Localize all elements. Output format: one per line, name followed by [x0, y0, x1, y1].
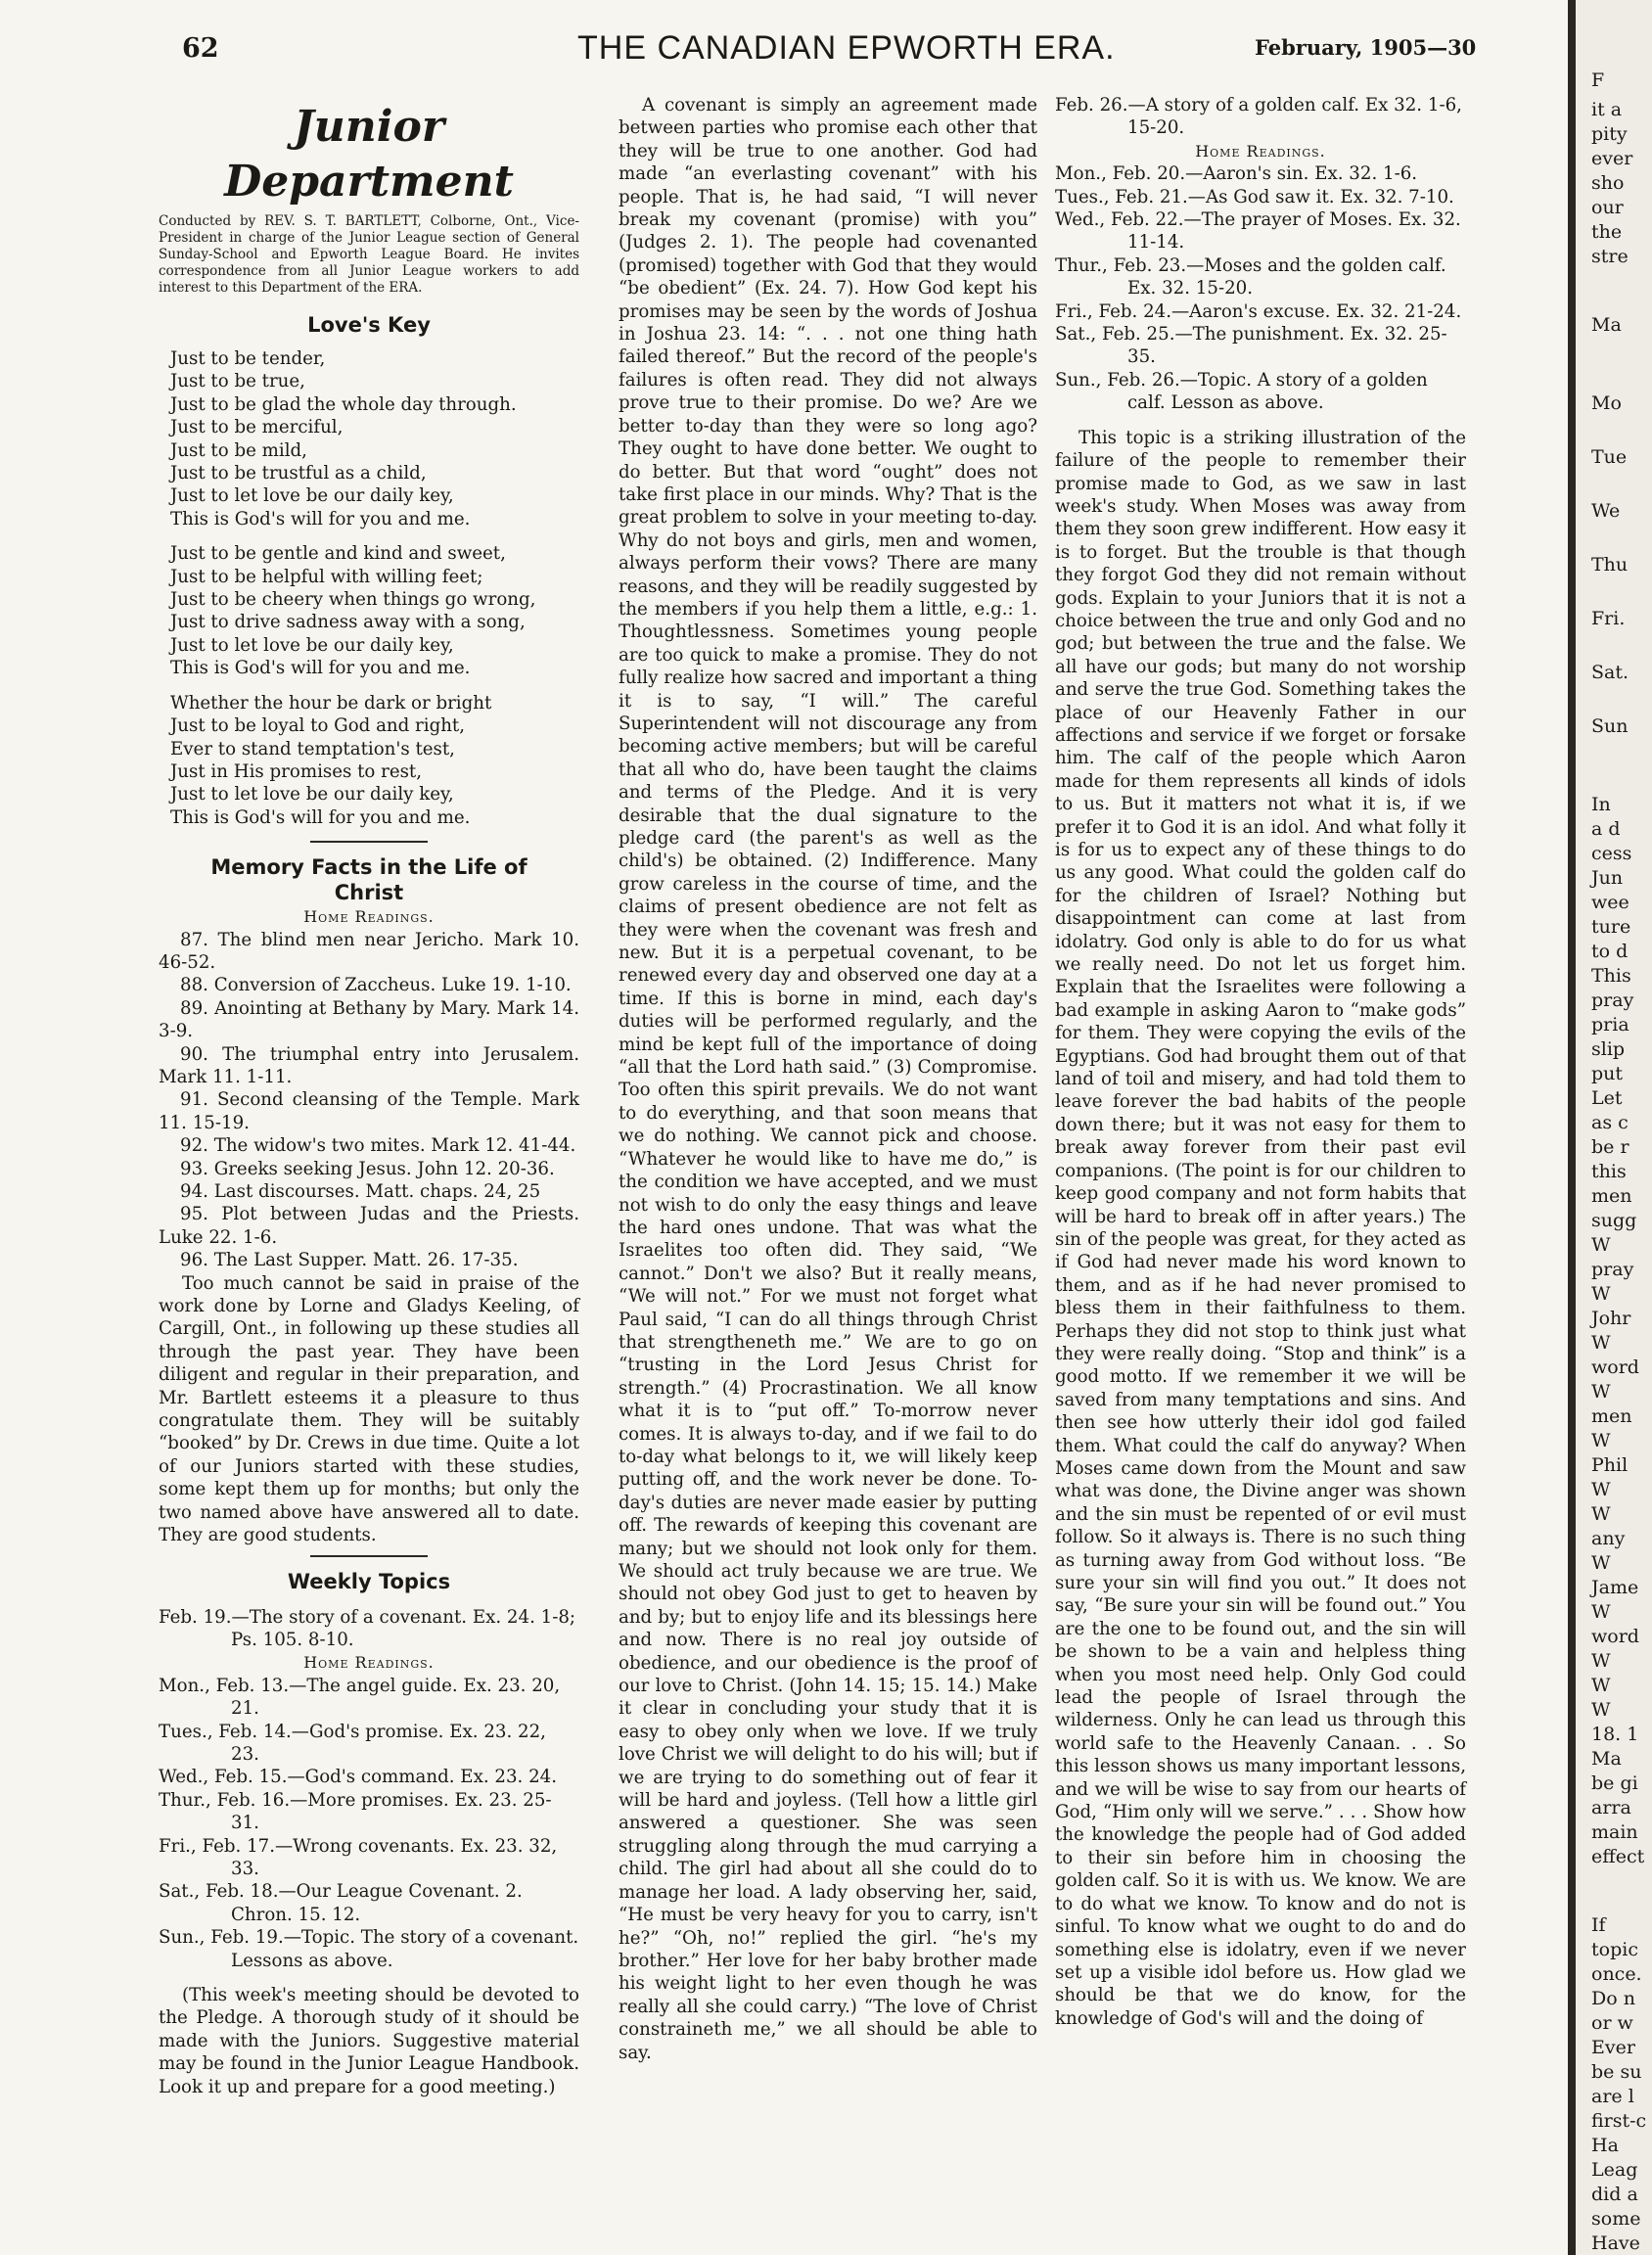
- adjacent-page-fragment: Have: [1591, 2232, 1640, 2254]
- adjacent-page-fragment: pria: [1591, 1014, 1629, 1035]
- adjacent-page-fragment: are l: [1591, 2086, 1634, 2107]
- adjacent-page-fragment: Sun: [1591, 715, 1629, 737]
- poem-line: This is God's will for you and me.: [170, 806, 471, 828]
- list-item: Wed., Feb. 22.—The prayer of Moses. Ex. 32. 11-14.: [1055, 209, 1461, 253]
- column-2: [619, 94, 1037, 2064]
- department-title: Junior Department: [224, 102, 514, 207]
- section-rule: [310, 841, 428, 843]
- adjacent-page-fragment: W: [1591, 1381, 1611, 1403]
- adjacent-page-fragment: W: [1591, 1283, 1611, 1305]
- adjacent-page-fragment: it a: [1591, 99, 1623, 120]
- adjacent-page-fragment: the: [1591, 221, 1623, 243]
- adjacent-page-fragment: Ma: [1591, 314, 1622, 336]
- adjacent-page-fragment: W: [1591, 1430, 1611, 1451]
- weekly-topic-feb-19: Feb. 19.—The story of a covenant. Ex. 24. 1-8; Ps. 105. 8-10.: [159, 1606, 576, 1650]
- adjacent-page-fragment: Johr: [1591, 1308, 1631, 1329]
- weekly-readings-list: [159, 1675, 579, 1972]
- list-item: Sat., Feb. 18.—Our League Covenant. 2. Chron. 15. 12.: [159, 1881, 523, 1925]
- poem-line: Just to be merciful,: [170, 417, 344, 438]
- list-item: Thur., Feb. 23.—Moses and the golden calf. Ex. 32. 15-20.: [1055, 254, 1446, 299]
- column-1: [159, 94, 579, 2098]
- adjacent-page-fragment: W: [1591, 1601, 1611, 1623]
- adjacent-page-fragment: pray: [1591, 989, 1634, 1011]
- memory-facts-title-line1: Memory Facts in the Life of: [210, 855, 528, 880]
- issue-date: February, 1905—30: [1255, 35, 1477, 60]
- adjacent-page-fragment: as c: [1591, 1112, 1629, 1133]
- poem-line: Ever to stand temptation's test,: [170, 738, 455, 759]
- list-item: 92. The widow's two mites. Mark 12. 41-44.: [180, 1135, 576, 1157]
- list-item: 91. Second cleansing of the Temple. Mark 11. 15-19.: [159, 1089, 579, 1133]
- adjacent-page-fragment: be su: [1591, 2061, 1642, 2083]
- adjacent-page-fragment: Do n: [1591, 1988, 1635, 2009]
- poem-line: This is God's will for you and me.: [170, 658, 471, 679]
- adjacent-page-fragment: W: [1591, 1650, 1611, 1672]
- adjacent-page-fragment: effect: [1591, 1846, 1645, 1867]
- adjacent-page-fragment: once.: [1591, 1963, 1642, 1985]
- list-item: Sun., Feb. 19.—Topic. The story of a covenant. Lessons as above.: [159, 1927, 579, 1971]
- adjacent-page-fragment: Ma: [1591, 1748, 1622, 1770]
- list-item: 94. Last discourses. Matt. chaps. 24, 25: [180, 1181, 541, 1202]
- running-head: [0, 29, 1576, 72]
- list-item: Tues., Feb. 14.—God's promise. Ex. 23. 22, 23.: [159, 1721, 546, 1765]
- adjacent-page-fragment: Fri.: [1591, 608, 1626, 629]
- poem-line: Just to be tender,: [170, 348, 326, 369]
- poem-line: Just to be trustful as a child,: [170, 463, 427, 484]
- section-rule: [310, 1555, 428, 1557]
- weekly-topics-title: Weekly Topics: [287, 1569, 451, 1593]
- adjacent-page-fragment: our: [1591, 197, 1624, 218]
- poem-title: Love's Key: [307, 313, 431, 337]
- memory-facts-list: [159, 929, 579, 1272]
- memory-facts-title-line2: Christ: [334, 881, 404, 905]
- poem-line: Just to be true,: [170, 371, 305, 392]
- home-readings-label: Home Readings.: [303, 907, 435, 927]
- list-item: Mon., Feb. 13.—The angel guide. Ex. 23. 20, 21.: [159, 1675, 561, 1720]
- adjacent-page-fragment: stre: [1591, 246, 1629, 267]
- adjacent-page-fragment: word: [1591, 1626, 1639, 1647]
- adjacent-page-fragment: Jun: [1591, 867, 1624, 889]
- adjacent-page-fragment: be r: [1591, 1136, 1629, 1158]
- adjacent-page-fragment: sugg: [1591, 1210, 1637, 1231]
- adjacent-page-fragment: some: [1591, 2208, 1641, 2230]
- adjacent-page-fragment: men: [1591, 1405, 1632, 1427]
- adjacent-page-fragment: In: [1591, 794, 1611, 815]
- adjacent-page-fragment: slip: [1591, 1038, 1626, 1060]
- golden-calf-article: This topic is a striking illustration of the failure of the people to remember their promise made to God, as we saw in last week's study. When Moses was away from them they soon grew indifferent. How easy it is to forget. But the trouble is that though they forgot God they did not remain without gods. Explain to your Juniors that it is not a choice between the true and only God and no god; but between the true and the false. We all have our gods; but many do not worship and serve the true God. Something takes the place of our Heavenly Father in our affections and service if we forget or forsake him. The calf of the people which Aaron made for them represents all kinds of idols to us. But it matters not what it is, if we prefer it to God it is an idol. And what folly it is for us to expect any of these things to do us any good. What could the golden calf do for the children of Israel? Nothing but disappointment can come at last from idolatry. God only is able to do for us what we really need. Do not let us forget him. Explain that the Israelites were following a bad example in asking Aaron to “make gods” for them. They were copying the evils of the Egyptians. God had brought them out of that land of toil and misery, and had told them to leave forever the bad habits of the people down there; but it was not easy for them to break away forever from their past evil companions. (The point is for our children to keep good company and not form habits that will be hard to break off in after years.) The sin of the people was great, for they acted as if God had never made his word known to them, and as if he had never promised to bless them in their faithfulness to them. Perhaps they did not stop to think just what they were really doing. “Stop and think” is a good motto. If we remember it we will be saved from many temptations and sins. And then see how utterly their idol god failed them. What could the calf do anyway? When Moses came down from the Mount and saw what was done, the Divine anger was shown and the sin must be repented of or evil must follow. So it always is. There is no such thing as turning away from God without loss. “Be sure your sin will find you out.” It does not say, “Be sure your sin will be found out.” You are the one to be found out, and the sin will be shown to be a vain and helpless thing when you most need help. Only God could lead the people of Israel through the wilderness. Only he can lead us through this world safe to the Heavenly Canaan. . . So this lesson shows us many important lessons, and we will be wise to say from our hearts of God, “Him only will we serve.” . . . Show how the knowledge the people had of God added to their sin before him in choosing the golden calf. So it is with us. We know. We are to do what we know. To know and do not is sinful. To know what we ought to do and do something else is idolatry, even if we never set up a visible idol before us. How glad we should be that we do know, for the knowledge of God's will and the doing of: [1055, 427, 1466, 2029]
- page-gutter: [1568, 0, 1576, 2255]
- adjacent-page-fragment: main: [1591, 1821, 1638, 1843]
- adjacent-page-fragment: W: [1591, 1234, 1611, 1256]
- list-item: 90. The triumphal entry into Jerusalem. Mark 11. 1-11.: [159, 1043, 579, 1087]
- adjacent-page-fragment: or w: [1591, 2012, 1633, 2034]
- list-item: Sun., Feb. 26.—Topic. A story of a golden calf. Lesson as above.: [1055, 369, 1428, 414]
- adjacent-page-fragment: put: [1591, 1063, 1624, 1084]
- poem-loves-key: [159, 347, 579, 829]
- poem-stanza-2: [170, 542, 579, 679]
- golden-calf-readings-list: [1055, 162, 1466, 414]
- adjacent-page-fragment: Mo: [1591, 392, 1622, 414]
- adjacent-page-fragment: first-c: [1591, 2110, 1647, 2132]
- home-readings-label: Home Readings.: [303, 1653, 435, 1673]
- list-item: 89. Anointing at Bethany by Mary. Mark 14. 3-9.: [159, 997, 579, 1042]
- adjacent-page-fragment: arra: [1591, 1797, 1631, 1818]
- adjacent-page-fragment: ever: [1591, 148, 1633, 169]
- adjacent-page-fragment: We: [1591, 500, 1621, 522]
- poem-line: Just to be mild,: [170, 439, 307, 461]
- keeling-paragraph: Too much cannot be said in praise of the work done by Lorne and Gladys Keeling, of Cargill, Ont., in following up these studies all through the past year. They have been diligent and regular in their preparation, and Mr. Bartlett esteems it a pleasure to thus congratulate them. They will be suitably “booked” by Dr. Crews in due time. Quite a lot of our Juniors started with these studies, some kept them up for months; but only the two named above have answered all to date. They are good students.: [159, 1272, 579, 1546]
- pledge-note: (This week's meeting should be devoted to the Pledge. A thorough study of it should be made with the Juniors. Suggestive material may be found in the Junior League Handbook. Look it up and prepare for a good meeting.): [159, 1985, 579, 2097]
- adjacent-page-fragment: pity: [1591, 123, 1628, 145]
- adjacent-page-fragment: W: [1591, 1332, 1611, 1354]
- adjacent-page-fragment: W: [1591, 1503, 1611, 1525]
- adjacent-page-fragment: W: [1591, 1675, 1611, 1696]
- poem-line: Just to be cheery when things go wrong,: [170, 589, 536, 611]
- adjacent-page-fragment: pray: [1591, 1259, 1634, 1280]
- adjacent-page-fragment: be gi: [1591, 1772, 1638, 1794]
- adjacent-page-fragment: sho: [1591, 172, 1625, 194]
- poem-line: Just to be helpful with willing feet;: [170, 566, 483, 587]
- adjacent-page-fragment: a d: [1591, 818, 1621, 840]
- list-item: 88. Conversion of Zaccheus. Luke 19. 1-10.: [180, 975, 572, 996]
- poem-line: Just to drive sadness away with a song,: [170, 612, 526, 633]
- adjacent-page-fragment: This: [1591, 965, 1631, 987]
- adjacent-page-fragment: topic: [1591, 1939, 1638, 1960]
- adjacent-page-edge: [1576, 0, 1652, 2255]
- adjacent-page-fragment: any: [1591, 1528, 1626, 1549]
- adjacent-page-fragment: If: [1591, 1914, 1606, 1936]
- adjacent-page-fragment: did a: [1591, 2184, 1638, 2205]
- adjacent-page-fragment: Tue: [1591, 446, 1628, 468]
- poem-line: This is God's will for you and me.: [170, 508, 471, 529]
- list-item: Wed., Feb. 15.—God's command. Ex. 23. 24.: [159, 1767, 558, 1788]
- page-number: 62: [182, 33, 219, 64]
- poem-line: Whether the hour be dark or bright: [170, 692, 492, 713]
- adjacent-page-fragment: Ha: [1591, 2135, 1619, 2156]
- adjacent-page-fragment: ture: [1591, 916, 1631, 938]
- weekly-topic-feb-26: Feb. 26.—A story of a golden calf. Ex 32. 1-6, 15-20.: [1055, 95, 1462, 139]
- adjacent-page-fragment: W: [1591, 1479, 1611, 1500]
- poem-stanza-1: [170, 347, 579, 530]
- poem-line: Just to let love be our daily key,: [170, 485, 454, 507]
- list-item: Fri., Feb. 17.—Wrong covenants. Ex. 23. 32, 33.: [159, 1835, 558, 1879]
- adjacent-page-fragment: word: [1591, 1357, 1639, 1378]
- column-3: [1055, 94, 1466, 2030]
- list-item: Fri., Feb. 24.—Aaron's excuse. Ex. 32. 21-24.: [1055, 300, 1462, 322]
- poem-line: Just to let love be our daily key,: [170, 784, 454, 805]
- adjacent-page-fragment: 18. 1: [1591, 1724, 1639, 1745]
- list-item: Thur., Feb. 16.—More promises. Ex. 23. 25-31.: [159, 1789, 552, 1834]
- list-item: 87. The blind men near Jericho. Mark 10. 46-52.: [159, 929, 579, 973]
- adjacent-page-fragment: W: [1591, 1552, 1611, 1574]
- list-item: 96. The Last Supper. Matt. 26. 17-35.: [180, 1250, 519, 1271]
- adjacent-page-fragment: wee: [1591, 892, 1629, 913]
- home-readings-label: Home Readings.: [1195, 141, 1326, 161]
- poem-line: Just to let love be our daily key,: [170, 634, 454, 656]
- adjacent-page-fragment: Ever: [1591, 2037, 1635, 2058]
- adjacent-page-fragment: Sat.: [1591, 662, 1629, 683]
- adjacent-page-fragment: W: [1591, 1699, 1611, 1721]
- department-byline: Conducted by REV. S. T. BARTLETT, Colborne, Ont., Vice-President in charge of the Junior League section of General Sunday-School and Epworth League Board. He invites correspondence from all Junior League workers to add interest to this Department of the ERA.: [159, 213, 579, 296]
- list-item: 95. Plot between Judas and the Priests. Luke 22. 1-6.: [159, 1204, 579, 1248]
- covenant-article: A covenant is simply an agreement made between parties who promise each other that they will be true to one another. God had made “an everlasting covenant” with his people. That is, he had said, “I will never break my covenant (promise) with you” (Judges 2. 1). The people had covenanted (promised) together with God that they would “be obedient” (Ex. 24. 7). How God kept his promises may be seen by the words of Joshua in Joshua 23. 14: “. . . not one thing hath failed thereof.” But the record of the people's failures is often read. They did not always prove true to their promise. Do we? Are we better to-day than they were so long ago? They ought to have done better. We ought to do better. But that word “ought” does not take first place in our minds. Why? That is the great problem to solve in your meeting to-day. Why do not boys and girls, men and women, always perform their vows? There are many reasons, and they will be readily suggested by the members if you help them a little, e.g.: 1. Thoughtlessness. Sometimes young people are too quick to make a promise. They do not fully realize how sacred and important a thing it is to say, “I will.” The careful Superintendent will not discourage any from becoming active members; but will be careful that all who do, have been taught the claims and terms of the Pledge. And it is very desirable that the dual signature to the pledge card (the parent's as well as the child's) be obtained. (2) Indifference. Many grow careless in the course of time, and the claims of present obedience are not felt as they were when the covenant was fresh and new. But it is a perpetual covenant, to be renewed every day and observed one day at a time. If this is borne in mind, each day's duties will be performed regularly, and the mind be kept full of the importance of doing “all that the Lord hath said.” (3) Compromise. Too often this spirit prevails. We do not want to do everything, and that soon means that we do nothing. We cannot pick and choose. “Whatever he would like to have me do,” is the condition we have accepted, and we must not wish to do only the easy things and leave the hard ones undone. That was what the Israelites too often did. They said, “We cannot.” Don't we also? But it really means, “We will not.” For we must not forget what Paul said, “I can do all things through Christ that strengtheneth me.” We are to go on “trusting in the Lord Jesus Christ for strength.” (4) Procrastination. We all know what it is to “put off.” To-morrow never comes. It is always to-day, and if we fail to do to-day what belongs to it, we will likely keep putting off, and the work never be done. To-day's duties are never made easier by putting off. The rewards of keeping this covenant are many; but we should not look only for them. We should act truly because we are true. We should not obey God just to get to heaven by and by; but to enjoy life and its blessings here and now. There is no real joy outside of obedience, and our obedience is the proof of our love to Christ. (John 14. 15; 15. 14.) Make it clear in concluding your study that it is easy to obey only when we love. If we truly love Christ we will delight to do his will; but if we are trying to do something out of fear it will be hard and joyless. (Tell how a little girl answered a questioner. She was seen struggling along through the mud carrying a child. The girl had about all she could do to manage her load. A lady observing her, said, “He must be very heavy for you to carry, isn't he?” “Oh, no!” replied the girl. “he's my brother.” Her love for her baby brother made his weight light to her even though he was really all she could carry.) “The love of Christ constraineth me,” we all should be able to say.: [619, 95, 1037, 2063]
- list-item: Sat., Feb. 25.—The punishment. Ex. 32. 25-35.: [1055, 324, 1447, 368]
- poem-line: Just to be loyal to God and right,: [170, 715, 466, 737]
- adjacent-page-fragment: this: [1591, 1161, 1627, 1182]
- adjacent-page-fragment: Phil: [1591, 1454, 1629, 1476]
- list-item: 93. Greeks seeking Jesus. John 12. 20-36.: [180, 1158, 555, 1179]
- list-item: Tues., Feb. 21.—As God saw it. Ex. 32. 7-10.: [1055, 186, 1454, 207]
- poem-line: Just to be glad the whole day through.: [170, 393, 517, 415]
- poem-line: Just to be gentle and kind and sweet,: [170, 543, 506, 565]
- adjacent-page-fragment: to d: [1591, 941, 1629, 962]
- adjacent-page-fragment: men: [1591, 1185, 1632, 1207]
- adjacent-page-fragment: Let: [1591, 1087, 1623, 1109]
- adjacent-page-fragment: F: [1591, 69, 1605, 91]
- poem-line: Just in His promises to rest,: [170, 760, 423, 782]
- list-item: Mon., Feb. 20.—Aaron's sin. Ex. 32. 1-6.: [1055, 163, 1418, 185]
- adjacent-page-fragment: Jame: [1591, 1577, 1639, 1598]
- journal-title: THE CANADIAN EPWORTH ERA.: [577, 29, 1116, 67]
- adjacent-page-fragment: Thu: [1591, 554, 1629, 575]
- adjacent-page-fragment: cess: [1591, 843, 1632, 864]
- adjacent-page-fragment: Leag: [1591, 2159, 1638, 2181]
- poem-stanza-3: [170, 692, 579, 829]
